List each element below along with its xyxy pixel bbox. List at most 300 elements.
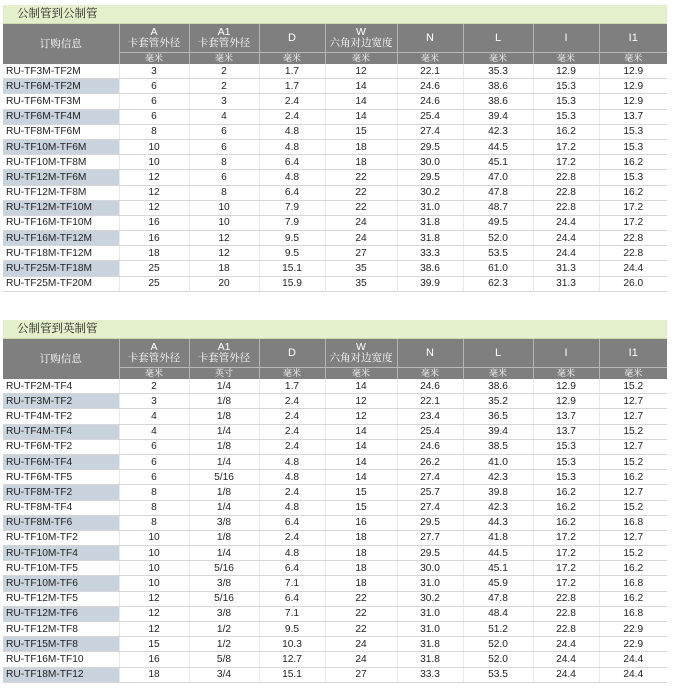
order-code-cell: RU-TF4M-TF4 — [3, 424, 119, 439]
order-code-cell: RU-TF12M-TF8M — [3, 185, 119, 200]
value-cell: 27.4 — [397, 470, 463, 485]
value-cell: 12.9 — [533, 394, 599, 409]
value-cell: 3/8 — [189, 606, 259, 621]
value-cell: 38.6 — [463, 79, 533, 94]
value-cell: 10 — [119, 576, 189, 591]
value-cell: 10 — [119, 139, 189, 154]
value-cell: 12.7 — [599, 439, 667, 454]
value-cell: 12 — [325, 409, 397, 424]
table-row — [3, 424, 667, 439]
value-cell: 48.7 — [463, 200, 533, 215]
value-cell: 12.9 — [599, 94, 667, 109]
value-cell: 61.0 — [463, 261, 533, 276]
col-header-d: D — [259, 24, 325, 53]
value-cell: 45.9 — [463, 576, 533, 591]
value-cell: 1/4 — [189, 424, 259, 439]
value-cell: 1/8 — [189, 394, 259, 409]
col-header-a1: A1 卡套管外径 — [189, 339, 259, 368]
value-cell: 27 — [325, 667, 397, 682]
col-header-i1: I1 — [599, 24, 667, 53]
value-cell: 12 — [119, 622, 189, 637]
order-code-cell: RU-TF6M-TF5 — [3, 470, 119, 485]
value-cell: 17.2 — [533, 155, 599, 170]
value-cell: 7.9 — [259, 215, 325, 230]
table-row — [3, 124, 667, 139]
value-cell: 15.1 — [259, 261, 325, 276]
value-cell: 17.2 — [599, 200, 667, 215]
value-cell: 12 — [119, 606, 189, 621]
order-code-cell: RU-TF25M-TF20M — [3, 276, 119, 291]
value-cell: 2.4 — [259, 94, 325, 109]
value-cell: 24.4 — [599, 667, 667, 682]
value-cell: 8 — [119, 124, 189, 139]
value-cell: 27 — [325, 246, 397, 261]
value-cell: 3/8 — [189, 515, 259, 530]
value-cell: 4 — [119, 424, 189, 439]
value-cell: 42.3 — [463, 470, 533, 485]
value-cell: 13.7 — [533, 409, 599, 424]
value-cell: 4 — [189, 109, 259, 124]
table-row — [3, 485, 667, 500]
value-cell: 22 — [325, 185, 397, 200]
value-cell: 13.7 — [533, 424, 599, 439]
value-cell: 35 — [325, 276, 397, 291]
value-cell: 1/4 — [189, 454, 259, 469]
value-cell: 44.5 — [463, 139, 533, 154]
value-cell: 4.8 — [259, 500, 325, 515]
value-cell: 1/4 — [189, 500, 259, 515]
value-cell: 23.4 — [397, 409, 463, 424]
table-row — [3, 470, 667, 485]
table-row — [3, 546, 667, 561]
unit-cell: 毫米 — [325, 368, 397, 380]
col-header-l: L — [463, 339, 533, 368]
value-cell: 12.9 — [599, 64, 667, 79]
unit-cell: 毫米 — [325, 53, 397, 65]
value-cell: 47.8 — [463, 591, 533, 606]
order-code-cell: RU-TF12M-TF5 — [3, 591, 119, 606]
value-cell: 15.3 — [533, 439, 599, 454]
order-code-cell: RU-TF10M-TF6 — [3, 576, 119, 591]
col-header-n: N — [397, 339, 463, 368]
value-cell: 15.3 — [599, 139, 667, 154]
value-cell: 18 — [119, 246, 189, 261]
value-cell: 16 — [325, 515, 397, 530]
value-cell: 9.5 — [259, 622, 325, 637]
value-cell: 26.0 — [599, 276, 667, 291]
value-cell: 15.3 — [533, 109, 599, 124]
value-cell: 38.6 — [463, 94, 533, 109]
value-cell: 24.6 — [397, 439, 463, 454]
value-cell: 12.7 — [599, 530, 667, 545]
value-cell: 15 — [325, 485, 397, 500]
value-cell: 14 — [325, 424, 397, 439]
value-cell: 20 — [189, 276, 259, 291]
order-code-cell: RU-TF4M-TF2 — [3, 409, 119, 424]
value-cell: 15.3 — [533, 79, 599, 94]
value-cell: 6.4 — [259, 591, 325, 606]
value-cell: 14 — [325, 470, 397, 485]
value-cell: 24.6 — [397, 94, 463, 109]
value-cell: 1/8 — [189, 485, 259, 500]
table-row — [3, 79, 667, 94]
value-cell: 15 — [119, 637, 189, 652]
value-cell: 10 — [189, 215, 259, 230]
value-cell: 22.8 — [533, 606, 599, 621]
value-cell: 49.5 — [463, 215, 533, 230]
value-cell: 18 — [325, 530, 397, 545]
order-code-cell: RU-TF10M-TF2 — [3, 530, 119, 545]
value-cell: 16.8 — [599, 606, 667, 621]
order-code-cell: RU-TF10M-TF4 — [3, 546, 119, 561]
unit-cell: 毫米 — [259, 368, 325, 380]
table-row — [3, 606, 667, 621]
value-cell: 15.2 — [599, 379, 667, 394]
table-row — [3, 652, 667, 667]
value-cell: 13.7 — [599, 109, 667, 124]
value-cell: 8 — [119, 485, 189, 500]
value-cell: 4.8 — [259, 124, 325, 139]
value-cell: 25.4 — [397, 424, 463, 439]
order-code-cell: RU-TF8M-TF6M — [3, 124, 119, 139]
table-row — [3, 155, 667, 170]
order-code-cell: RU-TF6M-TF2 — [3, 439, 119, 454]
value-cell: 12.7 — [599, 394, 667, 409]
value-cell: 31.8 — [397, 231, 463, 246]
col-header-n: N — [397, 24, 463, 53]
value-cell: 12 — [119, 185, 189, 200]
value-cell: 41.8 — [463, 530, 533, 545]
table-row — [3, 261, 667, 276]
value-cell: 6 — [119, 470, 189, 485]
value-cell: 39.9 — [397, 276, 463, 291]
value-cell: 14 — [325, 94, 397, 109]
value-cell: 2 — [189, 79, 259, 94]
value-cell: 22.9 — [599, 637, 667, 652]
order-code-cell: RU-TF6M-TF4 — [3, 454, 119, 469]
table-row — [3, 94, 667, 109]
unit-cell: 毫米 — [599, 368, 667, 380]
value-cell: 38.5 — [463, 439, 533, 454]
table-row — [3, 139, 667, 154]
table-row — [3, 622, 667, 637]
value-cell: 45.1 — [463, 561, 533, 576]
unit-cell: 毫米 — [397, 53, 463, 65]
value-cell: 16 — [119, 231, 189, 246]
metric-table — [3, 24, 667, 292]
value-cell: 31.3 — [533, 276, 599, 291]
value-cell: 8 — [119, 500, 189, 515]
value-cell: 16.2 — [599, 185, 667, 200]
table-row — [3, 215, 667, 230]
value-cell: 44.5 — [463, 546, 533, 561]
value-cell: 17.2 — [599, 215, 667, 230]
value-cell: 12 — [189, 246, 259, 261]
unit-cell: 毫米 — [533, 53, 599, 65]
value-cell: 4.8 — [259, 546, 325, 561]
value-cell: 22.8 — [533, 170, 599, 185]
value-cell: 18 — [189, 261, 259, 276]
value-cell: 38.6 — [397, 261, 463, 276]
value-cell: 25.4 — [397, 109, 463, 124]
value-cell: 45.1 — [463, 155, 533, 170]
value-cell: 18 — [325, 139, 397, 154]
value-cell: 35 — [325, 261, 397, 276]
value-cell: 1/4 — [189, 546, 259, 561]
table-row — [3, 64, 667, 79]
order-code-cell: RU-TF2M-TF4 — [3, 379, 119, 394]
order-code-cell: RU-TF8M-TF4 — [3, 500, 119, 515]
value-cell: 12 — [189, 231, 259, 246]
value-cell: 24.4 — [533, 231, 599, 246]
value-cell: 4.8 — [259, 454, 325, 469]
value-cell: 12 — [119, 591, 189, 606]
value-cell: 16.2 — [599, 591, 667, 606]
col-header-i: I — [533, 339, 599, 368]
value-cell: 1/2 — [189, 637, 259, 652]
table-row — [3, 200, 667, 215]
value-cell: 1/8 — [189, 409, 259, 424]
value-cell: 12.9 — [533, 64, 599, 79]
value-cell: 3/8 — [189, 576, 259, 591]
value-cell: 15.3 — [599, 170, 667, 185]
table-row — [3, 185, 667, 200]
value-cell: 1/2 — [189, 622, 259, 637]
value-cell: 12 — [325, 394, 397, 409]
value-cell: 6 — [119, 79, 189, 94]
value-cell: 35.2 — [463, 394, 533, 409]
value-cell: 24.4 — [533, 652, 599, 667]
value-cell: 18 — [325, 576, 397, 591]
value-cell: 6.4 — [259, 515, 325, 530]
value-cell: 62.3 — [463, 276, 533, 291]
value-cell: 24.6 — [397, 379, 463, 394]
unit-cell: 毫米 — [119, 53, 189, 65]
value-cell: 2 — [119, 379, 189, 394]
value-cell: 39.4 — [463, 109, 533, 124]
value-cell: 29.5 — [397, 170, 463, 185]
value-cell: 6 — [189, 170, 259, 185]
table-row — [3, 515, 667, 530]
metric-to-metric-section — [3, 5, 667, 292]
value-cell: 22.1 — [397, 64, 463, 79]
value-cell: 39.4 — [463, 424, 533, 439]
value-cell: 24 — [325, 231, 397, 246]
value-cell: 24.4 — [533, 667, 599, 682]
value-cell: 31.8 — [397, 215, 463, 230]
col-header-i: I — [533, 24, 599, 53]
value-cell: 24.4 — [533, 246, 599, 261]
value-cell: 15.2 — [599, 424, 667, 439]
value-cell: 27.4 — [397, 124, 463, 139]
value-cell: 12 — [119, 200, 189, 215]
table-row — [3, 637, 667, 652]
value-cell: 18 — [325, 155, 397, 170]
section-title: 公制管到公制管 — [3, 5, 667, 24]
value-cell: 5/8 — [189, 652, 259, 667]
table-row — [3, 379, 667, 394]
value-cell: 16.8 — [599, 515, 667, 530]
order-code-cell: RU-TF12M-TF10M — [3, 200, 119, 215]
value-cell: 1/8 — [189, 530, 259, 545]
col-header-order-info: 订购信息 — [3, 24, 119, 64]
value-cell: 22.1 — [397, 394, 463, 409]
value-cell: 16.2 — [599, 470, 667, 485]
value-cell: 53.5 — [463, 667, 533, 682]
value-cell: 15.3 — [599, 124, 667, 139]
value-cell: 12.9 — [533, 379, 599, 394]
value-cell: 31.0 — [397, 606, 463, 621]
value-cell: 1.7 — [259, 64, 325, 79]
value-cell: 22.8 — [599, 246, 667, 261]
col-header-a: A 卡套管外径 — [119, 24, 189, 53]
value-cell: 2.4 — [259, 530, 325, 545]
col-header-order-info: 订购信息 — [3, 339, 119, 379]
col-header-w: W 六角对边宽度 — [325, 24, 397, 53]
value-cell: 15 — [325, 500, 397, 515]
value-cell: 2.4 — [259, 109, 325, 124]
value-cell: 9.5 — [259, 246, 325, 261]
value-cell: 16.2 — [599, 155, 667, 170]
value-cell: 31.8 — [397, 652, 463, 667]
unit-cell: 英寸 — [189, 368, 259, 380]
table-row — [3, 231, 667, 246]
order-code-cell: RU-TF8M-TF2 — [3, 485, 119, 500]
value-cell: 25 — [119, 261, 189, 276]
value-cell: 17.2 — [533, 139, 599, 154]
value-cell: 16.2 — [533, 485, 599, 500]
value-cell: 15.9 — [259, 276, 325, 291]
table-row — [3, 109, 667, 124]
value-cell: 1.7 — [259, 79, 325, 94]
metric-table-body — [3, 64, 667, 291]
value-cell: 12.9 — [599, 79, 667, 94]
value-cell: 8 — [189, 155, 259, 170]
value-cell: 16.8 — [599, 576, 667, 591]
value-cell: 52.0 — [463, 652, 533, 667]
col-header-l: L — [463, 24, 533, 53]
imperial-table — [3, 339, 667, 683]
value-cell: 33.3 — [397, 667, 463, 682]
value-cell: 4.8 — [259, 170, 325, 185]
value-cell: 3 — [189, 94, 259, 109]
value-cell: 33.3 — [397, 246, 463, 261]
value-cell: 25.7 — [397, 485, 463, 500]
order-code-cell: RU-TF10M-TF5 — [3, 561, 119, 576]
value-cell: 18 — [119, 667, 189, 682]
value-cell: 6 — [119, 454, 189, 469]
value-cell: 24.4 — [599, 261, 667, 276]
unit-cell: 毫米 — [397, 368, 463, 380]
col-header-d: D — [259, 339, 325, 368]
order-code-cell: RU-TF15M-TF8 — [3, 637, 119, 652]
value-cell: 47.0 — [463, 170, 533, 185]
value-cell: 12.7 — [259, 652, 325, 667]
value-cell: 5/16 — [189, 470, 259, 485]
value-cell: 30.2 — [397, 591, 463, 606]
value-cell: 52.0 — [463, 231, 533, 246]
order-code-cell: RU-TF18M-TF12M — [3, 246, 119, 261]
value-cell: 8 — [189, 185, 259, 200]
value-cell: 44.3 — [463, 515, 533, 530]
table-row — [3, 667, 667, 682]
value-cell: 47.8 — [463, 185, 533, 200]
imperial-table-body — [3, 379, 667, 682]
value-cell: 30.0 — [397, 155, 463, 170]
order-code-cell: RU-TF6M-TF2M — [3, 79, 119, 94]
value-cell: 25 — [119, 276, 189, 291]
unit-cell: 毫米 — [189, 53, 259, 65]
order-code-cell: RU-TF16M-TF10 — [3, 652, 119, 667]
col-header-w: W 六角对边宽度 — [325, 339, 397, 368]
value-cell: 22 — [325, 170, 397, 185]
unit-cell: 毫米 — [533, 368, 599, 380]
value-cell: 6 — [189, 139, 259, 154]
value-cell: 7.1 — [259, 576, 325, 591]
metric-to-imperial-section — [3, 320, 667, 683]
value-cell: 26.2 — [397, 454, 463, 469]
order-code-cell: RU-TF25M-TF18M — [3, 261, 119, 276]
value-cell: 6.4 — [259, 561, 325, 576]
value-cell: 31.8 — [397, 637, 463, 652]
value-cell: 17.2 — [533, 546, 599, 561]
value-cell: 14 — [325, 439, 397, 454]
table-row — [3, 576, 667, 591]
value-cell: 24.6 — [397, 79, 463, 94]
value-cell: 6.4 — [259, 185, 325, 200]
value-cell: 14 — [325, 79, 397, 94]
value-cell: 2 — [189, 64, 259, 79]
value-cell: 4.8 — [259, 470, 325, 485]
value-cell: 22.8 — [533, 591, 599, 606]
value-cell: 6 — [119, 109, 189, 124]
value-cell: 15.3 — [533, 470, 599, 485]
value-cell: 22.9 — [599, 622, 667, 637]
value-cell: 15.3 — [533, 94, 599, 109]
value-cell: 53.5 — [463, 246, 533, 261]
order-code-cell: RU-TF10M-TF8M — [3, 155, 119, 170]
table-row — [3, 500, 667, 515]
unit-cell: 毫米 — [259, 53, 325, 65]
value-cell: 16 — [119, 215, 189, 230]
order-code-cell: RU-TF3M-TF2 — [3, 394, 119, 409]
order-code-cell: RU-TF12M-TF6M — [3, 170, 119, 185]
value-cell: 4 — [119, 409, 189, 424]
value-cell: 29.5 — [397, 139, 463, 154]
value-cell: 15 — [325, 124, 397, 139]
value-cell: 1.7 — [259, 379, 325, 394]
value-cell: 3/4 — [189, 667, 259, 682]
value-cell: 15.3 — [533, 454, 599, 469]
table-row — [3, 170, 667, 185]
value-cell: 5/16 — [189, 561, 259, 576]
value-cell: 16.2 — [533, 500, 599, 515]
value-cell: 12 — [119, 170, 189, 185]
value-cell: 18 — [325, 546, 397, 561]
order-code-cell: RU-TF6M-TF4M — [3, 109, 119, 124]
unit-cell: 毫米 — [463, 368, 533, 380]
value-cell: 27.4 — [397, 500, 463, 515]
value-cell: 17.2 — [533, 561, 599, 576]
col-header-a: A 卡套管外径 — [119, 339, 189, 368]
table-row — [3, 591, 667, 606]
value-cell: 2.4 — [259, 394, 325, 409]
value-cell: 10 — [119, 530, 189, 545]
value-cell: 18 — [325, 561, 397, 576]
value-cell: 10 — [189, 200, 259, 215]
value-cell: 30.2 — [397, 185, 463, 200]
value-cell: 7.9 — [259, 200, 325, 215]
